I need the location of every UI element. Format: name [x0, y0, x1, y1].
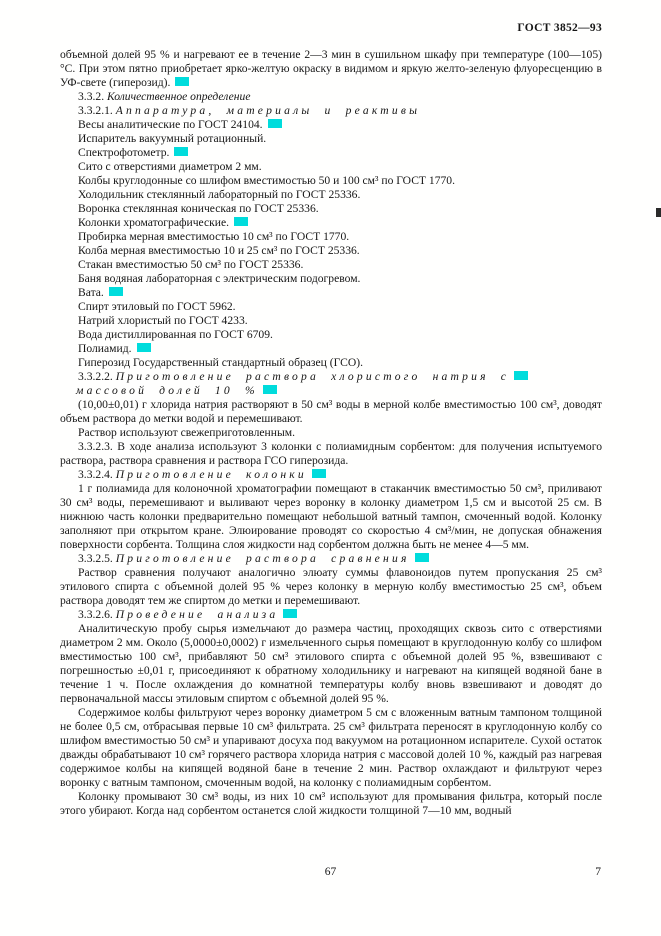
- list-item: [60, 286, 602, 300]
- paragraph: [60, 48, 602, 90]
- list-item: [60, 314, 602, 328]
- text-run: Стакан вместимостью 50 см³ по ГОСТ 25336.: [78, 258, 304, 271]
- section-number: 3.3.2.6.: [78, 608, 116, 621]
- list-item: [60, 258, 602, 272]
- section-heading: [60, 90, 602, 104]
- text-run: Колонку промывают 30 см³ воды, из них 10 см³ используют для промывания фильтра, который после этого убирают. Когда над сорбентом останется слой жидкости толщиной 7—10 мм, водный: [60, 790, 602, 817]
- text-run: Полиамид.: [78, 342, 132, 355]
- cyan-highlight-mark: [137, 343, 151, 352]
- list-item: [60, 216, 602, 230]
- cyan-highlight-mark: [263, 385, 277, 394]
- text-run: Приготовление раствора сравнения: [115, 552, 410, 565]
- paragraph: [60, 790, 602, 818]
- text-run: Вата.: [78, 286, 104, 299]
- section-number: 3.3.2.5.: [78, 552, 116, 565]
- list-item: [60, 174, 602, 188]
- list-item: [60, 342, 602, 356]
- text-run: Весы аналитические по ГОСТ 24104.: [78, 118, 263, 131]
- page-number-book: 67: [324, 866, 337, 878]
- text-run: Спектрофотометр.: [78, 146, 170, 159]
- text-run: Раствор сравнения получают аналогично элюату суммы флавоноидов путем пропускания 25 см³ этилового спирта с объемной долей 95 % через колонку в мерную колбу вместимостью 25 см³, объем раствора доводят тем же спиртом до метки и перемешивают.: [60, 566, 602, 607]
- cyan-highlight-mark: [268, 119, 282, 128]
- list-item: [60, 132, 602, 146]
- cyan-highlight-mark: [415, 553, 429, 562]
- cyan-highlight-mark: [514, 371, 528, 380]
- text-run: Натрий хлористый по ГОСТ 4233.: [78, 314, 248, 327]
- text-run: 3.3.2.3. В ходе анализа используют 3 колонки с полиамидным сорбентом: для получения испытуемого раствора, раствора сравнения и раствора ГСО гиперозида.: [60, 440, 602, 467]
- text-run: объемной долей 95 % и нагревают ее в течение 2—3 мин в сушильном шкафу при температуре (100—105) °С. При этом пятно приобретает ярко-желтую окраску в видимом и яркую желто-зеленую флуоресценцию в УФ-свете (гиперозид).: [60, 48, 602, 89]
- list-item: [60, 160, 602, 174]
- text-run: Приготовление раствора хлористого натрия с: [115, 370, 510, 383]
- text-run: Раствор используют свежеприготовленным.: [78, 426, 295, 439]
- text-run: Гиперозид Государственный стандартный образец (ГСО).: [78, 356, 364, 369]
- text-run: Вода дистиллированная по ГОСТ 6709.: [78, 328, 273, 341]
- section-heading: [60, 552, 602, 566]
- section-number: 3.3.2.: [78, 90, 107, 103]
- text-run: Воронка стеклянная коническая по ГОСТ 25336.: [78, 202, 319, 215]
- text-run: (10,00±0,01) г хлорида натрия растворяют в 50 см³ воды в мерной колбе вместимостью 100 см³, доводят объем раствора до метки водой и перемешивают.: [60, 398, 602, 425]
- cyan-highlight-mark: [175, 77, 189, 86]
- list-item: [60, 230, 602, 244]
- list-item: [60, 328, 602, 342]
- section-heading: [60, 104, 602, 118]
- cyan-highlight-mark: [234, 217, 248, 226]
- paragraph: [60, 622, 602, 706]
- list-item: [60, 300, 602, 314]
- page-number-sheet: 7: [595, 866, 601, 878]
- section-number: 3.3.2.4.: [78, 468, 116, 481]
- text-run: Аппаратура, материалы и реактивы: [115, 104, 421, 117]
- text-run: Испаритель вакуумный ротационный.: [78, 132, 267, 145]
- cyan-highlight-mark: [312, 469, 326, 478]
- section-heading: [60, 370, 602, 384]
- text-run: Аналитическую пробу сырья измельчают до размера частиц, проходящих сквозь сито с отверстиями диаметром 2 мм. Около (5,0000±0,0002) г измельченного сырья помещают в круглодонную колбу со шлифом вместимостью 100 см³, прибавляют 50 см³ этилового спирта с объемной долей 95 %, взвешивают с погрешностью ±0,01 г, присоединяют к обратному холодильнику и нагревают на кипящей водяной бане в течение 1 ч. После охлаждения до комнатной температуры колбу вновь взвешивают и доводят до первоначальной массы этиловым спиртом с объемной долей 95 %.: [60, 622, 602, 705]
- cyan-highlight-mark: [174, 147, 188, 156]
- list-item: [60, 118, 602, 132]
- text-run: Холодильник стеклянный лабораторный по ГОСТ 25336.: [78, 188, 361, 201]
- section-number: 3.3.2.2.: [78, 370, 116, 383]
- document-body: [60, 48, 602, 818]
- list-item: [60, 244, 602, 258]
- text-run: Приготовление колонки: [115, 468, 307, 481]
- list-item: [60, 356, 602, 370]
- paragraph: [60, 566, 602, 608]
- text-run: 1 г полиамида для колоночной хроматографии помещают в стаканчик вместимостью 50 см³, приливают 30 см³ воды, перемешивают и выливают через воронку в колонку диаметром 1,5 см и высотой 25 см. В нижнюю часть колонки предварительно помещают небольшой ватный тампон, смоченный водой. Колонку заполняют при открытом кране. Элюирование проводят со скоростью 4 см³/мин, не допуская обнажения поверхности сорбента. Толщина слоя жидкости над сорбентом должна быть не менее 4—5 мм.: [60, 482, 602, 551]
- section-heading: [60, 608, 602, 622]
- list-item: [60, 272, 602, 286]
- text-run: Сито с отверстиями диаметром 2 мм.: [78, 160, 262, 173]
- text-run: Колбы круглодонные со шлифом вместимостью 50 и 100 см³ по ГОСТ 1770.: [78, 174, 455, 187]
- list-item: [60, 202, 602, 216]
- section-number: 3.3.2.1.: [78, 104, 116, 117]
- list-item: [60, 188, 602, 202]
- section-heading: [60, 468, 602, 482]
- paragraph: [60, 440, 602, 468]
- text-run: Количественное определение: [106, 90, 251, 103]
- list-item: [60, 146, 602, 160]
- paragraph: [60, 426, 602, 440]
- paragraph: [60, 706, 602, 790]
- text-run: Содержимое колбы фильтруют через воронку диаметром 5 см с вложенным ватным тампоном толщиной не более 0,5 см, отбрасывая первые 10 см³ фильтрата. 25 см³ фильтрата переносят в круглодонную колбу со шлифом вместимостью 50 см³ и упаривают досуха под вакуумом на ротационном испарителе. Сухой остаток дважды обрабатывают 10 см³ горячего раствора хлорида натрия с массовой долей 10 %, каждый раз нагревая содержимое колбы на кипящей водяной бане в течение 2 мин. Раствор охлаждают и фильтруют через воронку с ватным тампоном, смоченным водой, на колонку с полиамидным сорбентом.: [60, 706, 602, 789]
- cyan-highlight-mark: [109, 287, 123, 296]
- text-run: массовой долей 10 %: [76, 384, 258, 397]
- doc-number: ГОСТ 3852—93: [517, 22, 602, 34]
- scan-artifact: [656, 208, 661, 217]
- text-run: Проведение анализа: [115, 608, 279, 621]
- paragraph: [60, 482, 602, 552]
- text-run: Колонки хроматографические.: [78, 216, 230, 229]
- text-run: Пробирка мерная вместимостью 10 см³ по ГОСТ 1770.: [78, 230, 350, 243]
- cyan-highlight-mark: [283, 609, 297, 618]
- text-run: Колба мерная вместимостью 10 и 25 см³ по ГОСТ 25336.: [78, 244, 360, 257]
- text-run: Спирт этиловый по ГОСТ 5962.: [78, 300, 236, 313]
- text-run: Баня водяная лабораторная с электрическим подогревом.: [78, 272, 361, 285]
- section-heading-continuation: [60, 384, 602, 398]
- paragraph: [60, 398, 602, 426]
